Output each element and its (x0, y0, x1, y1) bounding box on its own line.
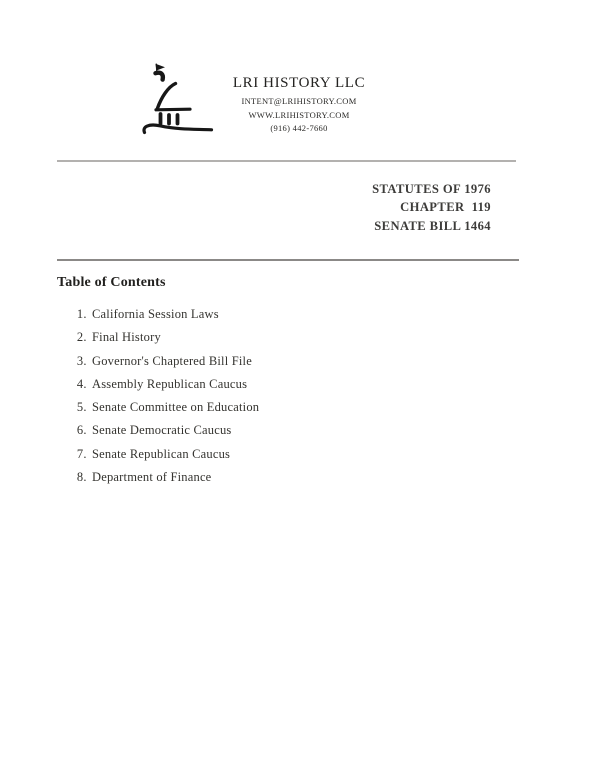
toc-item: 4. Assembly Republican Caucus (90, 378, 259, 391)
toc-list (57, 308, 259, 494)
statutes-year-line: STATUTES OF 1976 (372, 182, 491, 196)
toc-item: 2. Final History (90, 331, 259, 344)
divider-bottom (57, 259, 519, 261)
senate-bill-line: SENATE BILL 1464 (374, 218, 491, 233)
divider-top (57, 160, 516, 162)
chapter-line: CHAPTER 119 (400, 200, 491, 215)
toc-title: Table of Contents (57, 275, 166, 290)
statute-reference (372, 180, 491, 235)
toc-item: 1. California Session Laws (90, 308, 259, 321)
toc-item: 5. Senate Committee on Education (90, 401, 259, 414)
toc-item: 3. Governor's Chaptered Bill File (90, 355, 259, 368)
toc-item: 7. Senate Republican Caucus (90, 448, 259, 461)
contact-block (179, 95, 419, 136)
toc-item: 6. Senate Democratic Caucus (90, 424, 259, 437)
company-email: INTENT@LRIHISTORY.COM (241, 96, 357, 106)
company-phone: (916) 442-7660 (270, 123, 328, 133)
company-name: LRI HISTORY LLC (232, 75, 366, 91)
company-website: WWW.LRIHISTORY.COM (248, 109, 350, 120)
toc-item: 8. Department of Finance (90, 471, 259, 484)
letterhead (179, 75, 419, 136)
